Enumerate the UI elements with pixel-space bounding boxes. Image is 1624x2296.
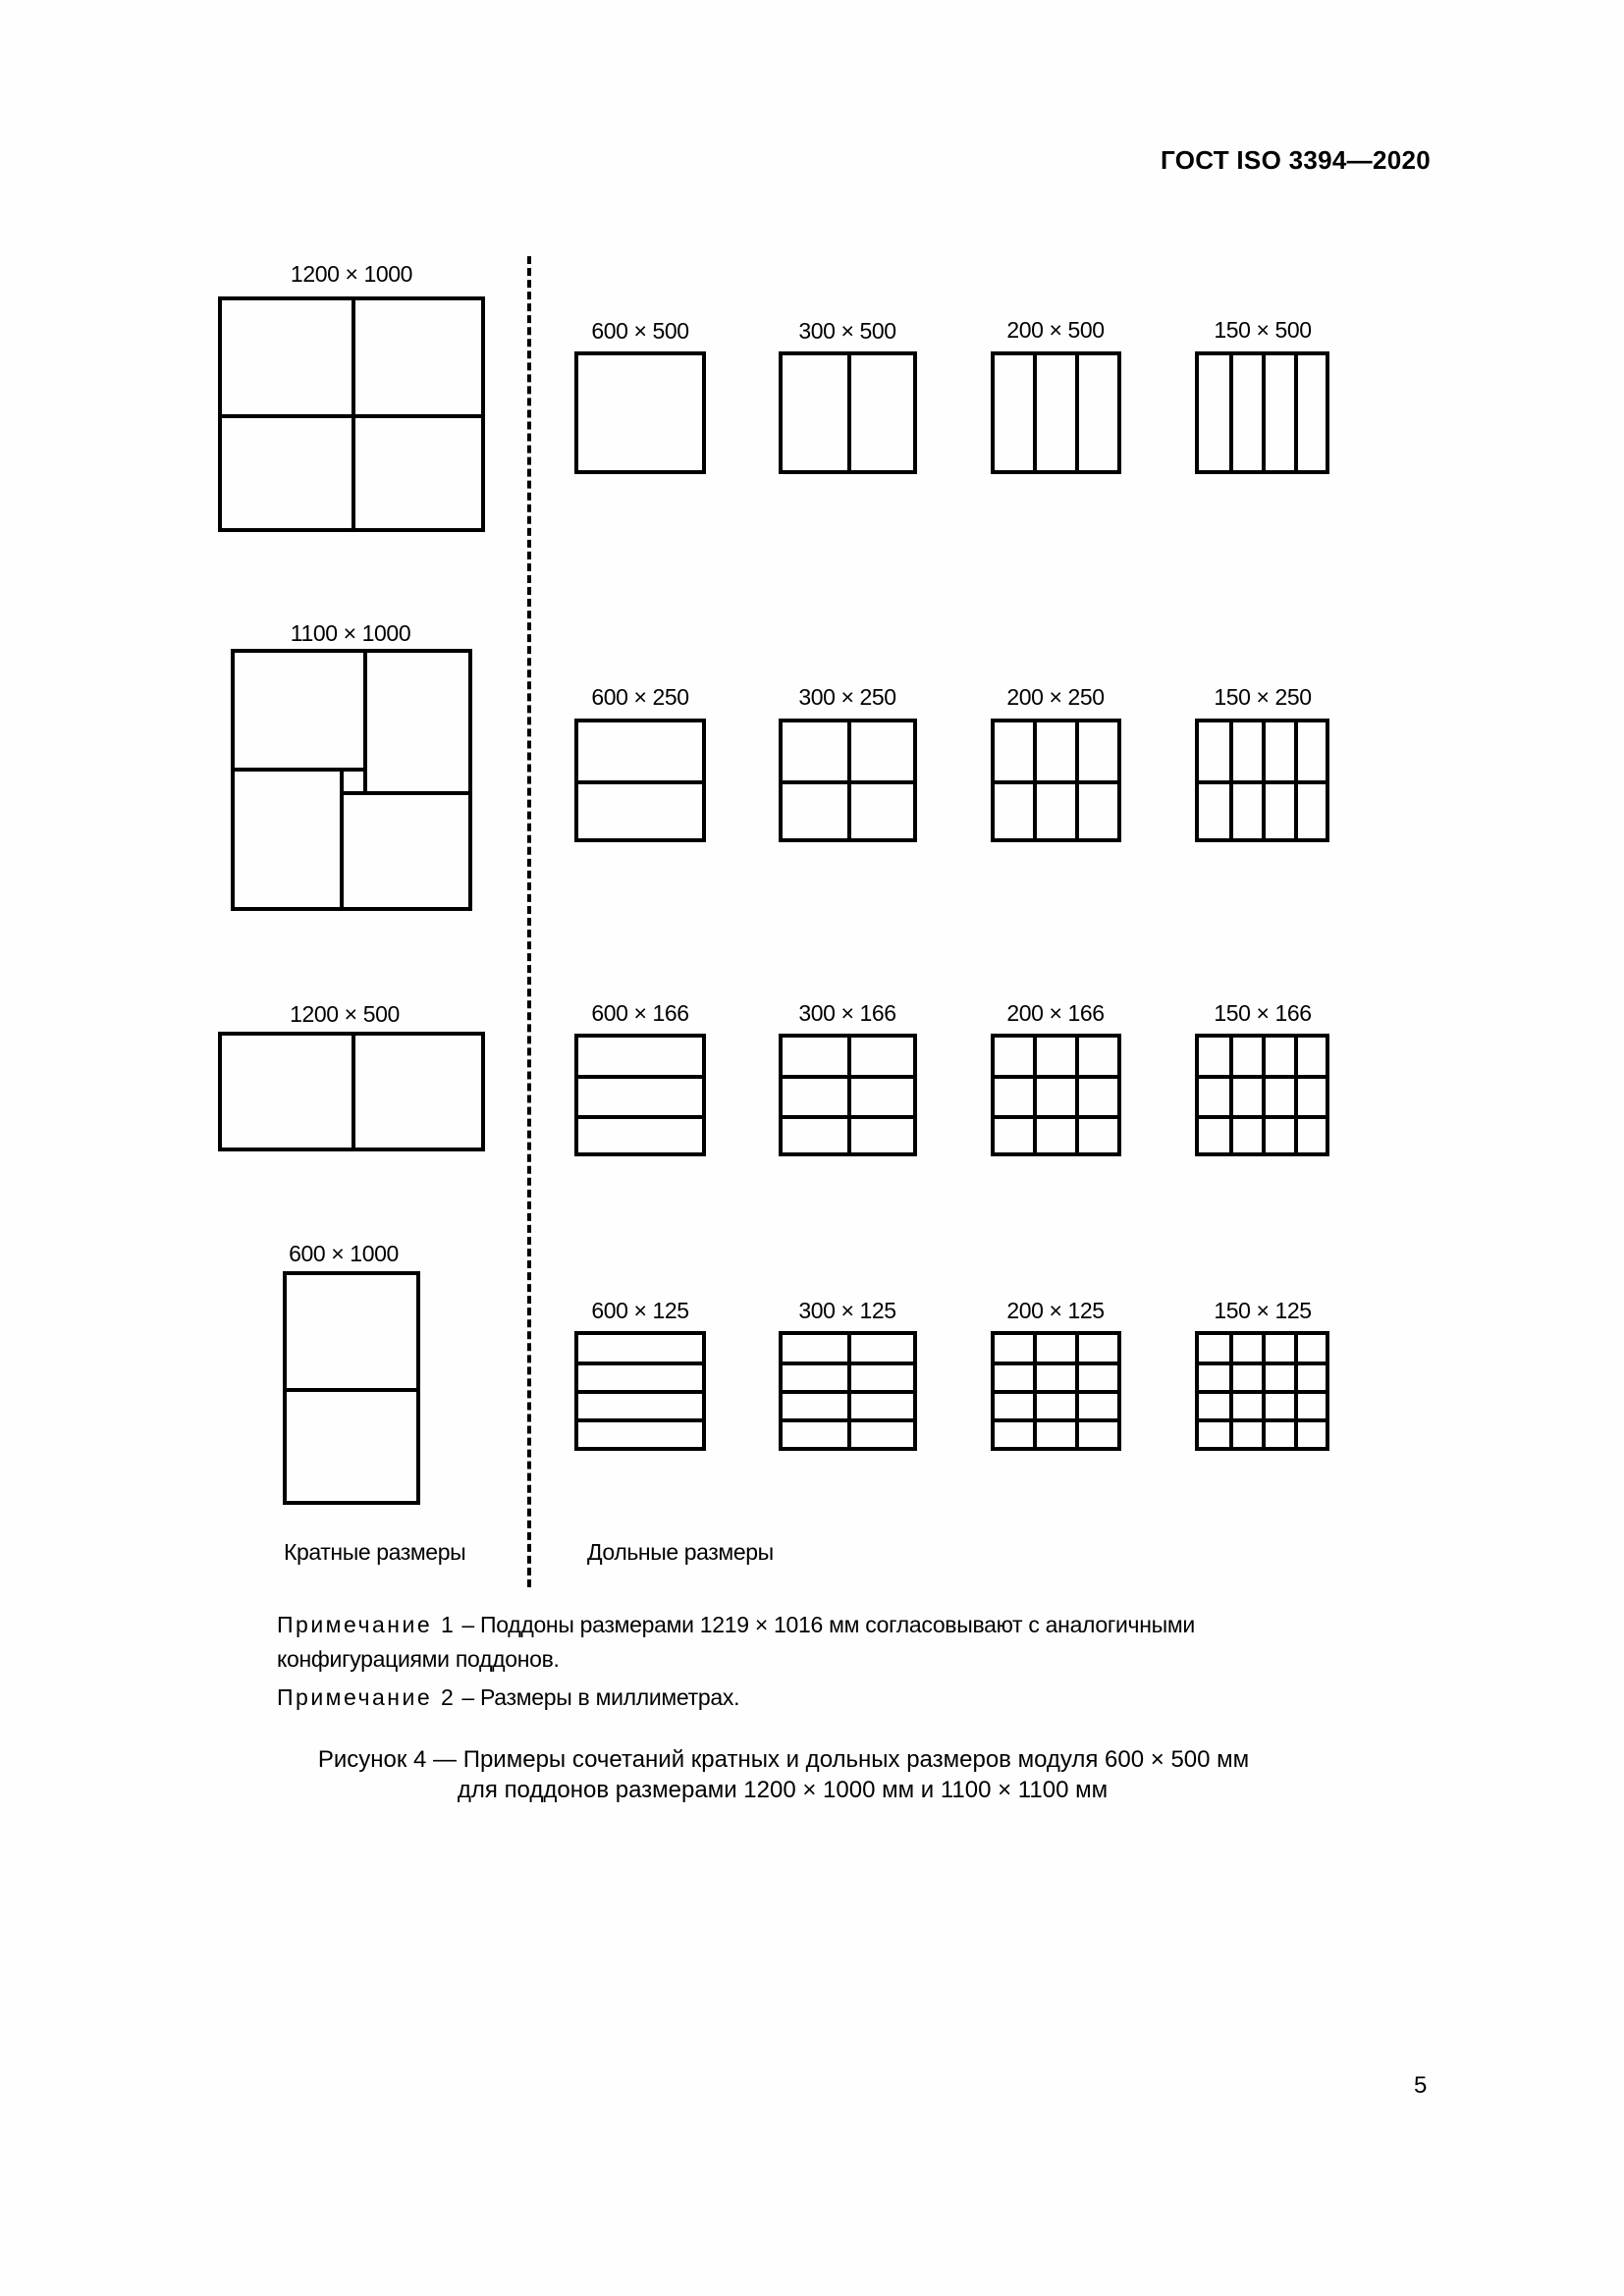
note-1-prefix: Примечание 1	[277, 1612, 457, 1637]
divider-line	[578, 1418, 702, 1422]
divider-line	[995, 1390, 1117, 1394]
fraction-label: 300 × 500	[798, 318, 896, 344]
fraction-label: 150 × 500	[1214, 317, 1312, 343]
divider-line	[1199, 780, 1326, 784]
module-600x250	[574, 719, 706, 842]
divider-line	[783, 1362, 913, 1365]
fraction-label: 200 × 500	[1006, 317, 1105, 343]
divider-line	[578, 1390, 702, 1394]
divider-line	[783, 1390, 913, 1394]
divider-line	[287, 1388, 416, 1392]
pallet-1100x1000	[231, 649, 472, 911]
caption-line-2: для поддонов размерами 1200 × 1000 мм и 1100 × 1100 мм	[457, 1777, 1109, 1803]
divider-line	[1262, 355, 1266, 470]
module-300x500	[779, 351, 917, 474]
divider-line	[847, 355, 851, 470]
divider-line	[1033, 355, 1037, 470]
multiple-label-1200x1000: 1200 × 1000	[290, 261, 413, 287]
divider-line	[783, 780, 913, 784]
divider-line	[578, 1075, 702, 1079]
divider-line	[1199, 1390, 1326, 1394]
module-200x250	[991, 719, 1121, 842]
module-300x166	[779, 1034, 917, 1156]
note-2	[277, 1681, 739, 1715]
module-150x166	[1195, 1034, 1329, 1156]
fraction-label: 600 × 166	[591, 1000, 689, 1026]
caption-line-1: Рисунок 4 — Примеры сочетаний кратных и дольных размеров модуля 600 × 500 мм	[317, 1746, 1250, 1773]
fraction-label: 600 × 250	[591, 684, 689, 710]
multiples-column-label: Кратные размеры	[284, 1539, 466, 1565]
divider-line	[1199, 1115, 1326, 1119]
document-header: ГОСТ ISO 3394—2020	[1161, 145, 1431, 175]
module-600x125	[574, 1331, 706, 1451]
module-300x250	[779, 719, 917, 842]
divider-line	[1199, 1075, 1326, 1079]
module-600x166	[574, 1034, 706, 1156]
fraction-label: 300 × 166	[798, 1000, 896, 1026]
pallet-1200x1000	[218, 296, 485, 532]
fraction-label: 150 × 125	[1214, 1298, 1312, 1323]
divider-line	[235, 768, 363, 772]
note-1-continuation: конфигурациями поддонов.	[277, 1646, 560, 1672]
module-600x500	[574, 351, 706, 474]
fraction-label: 600 × 500	[591, 318, 689, 344]
module-300x125	[779, 1331, 917, 1451]
module-200x500	[991, 351, 1121, 474]
divider-line	[352, 1036, 355, 1148]
note-1	[277, 1608, 1195, 1677]
divider-line	[578, 780, 702, 784]
module-200x125	[991, 1331, 1121, 1451]
note-1-text: – Поддоны размерами 1219 × 1016 мм согласовывают с аналогичными	[456, 1612, 1195, 1637]
fraction-label: 200 × 250	[1006, 684, 1105, 710]
multiple-label-1200x500: 1200 × 500	[290, 1001, 400, 1027]
divider-line	[995, 1115, 1117, 1119]
module-200x166	[991, 1034, 1121, 1156]
divider-line	[222, 414, 481, 418]
divider-line	[578, 1115, 702, 1119]
divider-line	[1262, 1038, 1266, 1152]
pallet-600x1000	[283, 1271, 420, 1505]
divider-line	[995, 1075, 1117, 1079]
module-150x250	[1195, 719, 1329, 842]
figure-caption	[0, 1744, 1624, 1805]
divider-line	[847, 1038, 851, 1152]
fraction-label: 600 × 125	[591, 1298, 689, 1323]
multiple-label-600x1000: 600 × 1000	[289, 1241, 399, 1266]
divider-line	[995, 1418, 1117, 1422]
divider-line	[783, 1418, 913, 1422]
divider-line	[995, 780, 1117, 784]
module-150x125	[1195, 1331, 1329, 1451]
fraction-label: 150 × 250	[1214, 684, 1312, 710]
divider-line	[1229, 355, 1233, 470]
divider-line	[340, 768, 344, 911]
page-number: 5	[1414, 2072, 1428, 2099]
divider-line	[1075, 1038, 1079, 1152]
divider-line	[1229, 1038, 1233, 1152]
divider-line	[1199, 1418, 1326, 1422]
divider-line	[578, 1362, 702, 1365]
divider-line	[363, 653, 367, 791]
pallet-1200x500	[218, 1032, 485, 1151]
fraction-label: 300 × 250	[798, 684, 896, 710]
divider-line	[340, 791, 472, 795]
module-150x500	[1195, 351, 1329, 474]
divider-line	[783, 1115, 913, 1119]
divider-line	[1294, 355, 1298, 470]
multiple-label-1100x1000: 1100 × 1000	[290, 620, 411, 646]
fraction-label: 150 × 166	[1214, 1000, 1312, 1026]
divider-line	[1294, 1038, 1298, 1152]
section-divider	[527, 256, 531, 1587]
note-2-text: – Размеры в миллиметрах.	[456, 1684, 740, 1710]
fraction-label: 200 × 125	[1006, 1298, 1105, 1323]
note-2-prefix: Примечание 2	[277, 1684, 457, 1710]
divider-line	[1075, 355, 1079, 470]
divider-line	[1199, 1362, 1326, 1365]
fraction-label: 300 × 125	[798, 1298, 896, 1323]
fractions-column-label: Дольные размеры	[587, 1539, 774, 1565]
divider-line	[783, 1075, 913, 1079]
fraction-label: 200 × 166	[1006, 1000, 1105, 1026]
divider-line	[995, 1362, 1117, 1365]
divider-line	[1033, 1038, 1037, 1152]
